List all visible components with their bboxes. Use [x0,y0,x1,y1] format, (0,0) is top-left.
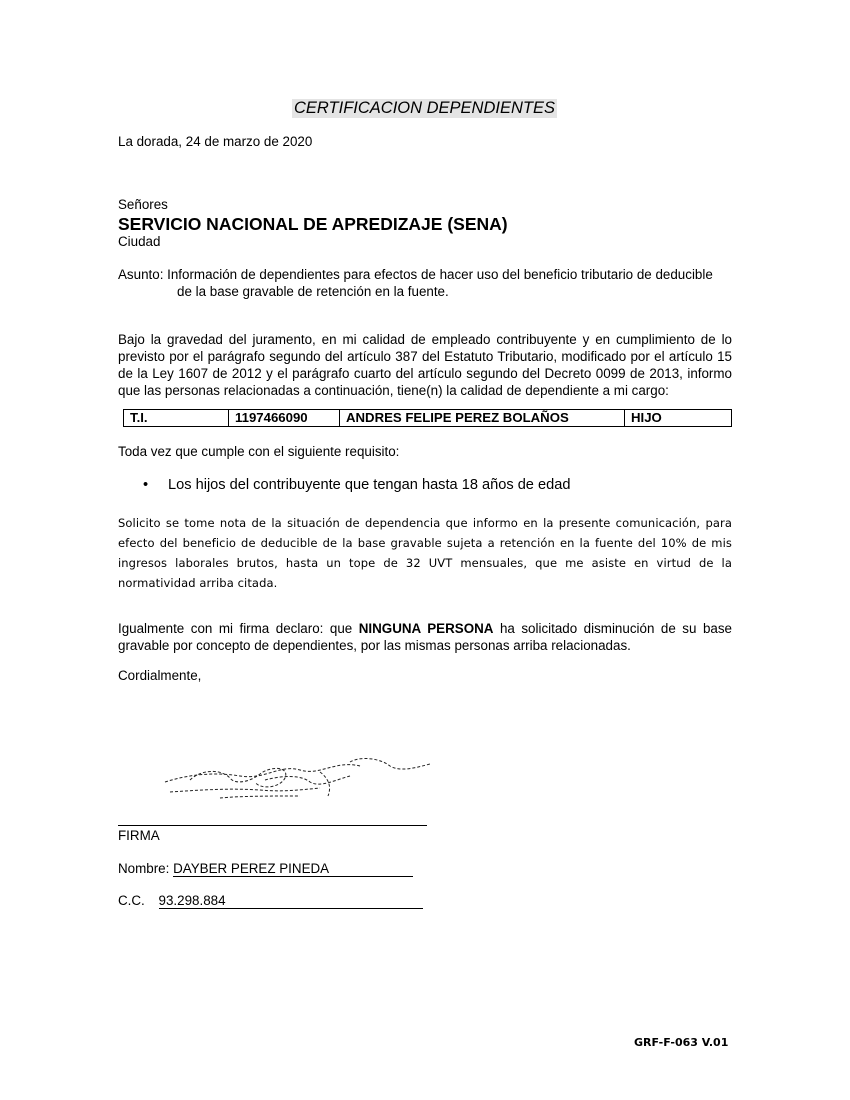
closing: Cordialmente, [118,668,202,683]
form-code: GRF-F-063 V.01 [634,1036,729,1049]
requirement-intro: Toda vez que cumple con el siguiente requisito: [118,444,400,459]
signature-line [118,825,427,826]
paragraph-request: Solicito se tome nota de la situación de dependencia que informo en la presente comunicación, para efecto del beneficio de deducible de la base gravable sujeta a retención en la fuente del 10% de mis ingresos laborales brutos, hasta un tope de 32 UVT mensuales, que me asiste en virtud de la normatividad arriba citada. [118,516,732,590]
subject [118,266,732,300]
signer-id-row [118,892,423,909]
subject-line-2: de la base gravable de retención en la fuente. [177,284,449,299]
cc-label: C.C. [118,893,145,908]
bullet-icon: • [143,477,149,493]
declaration-suffix: ha solicitado disminución de su base gravable por concepto de dependientes, por las mismas personas arriba relacionadas. [118,621,732,653]
document-title: CERTIFICACION DEPENDIENTES [294,99,555,117]
dependents-table [123,409,732,427]
dependent-relation: HIJO [625,410,732,427]
declaration-prefix: Igualmente con mi firma declaro: que [118,621,359,636]
dependent-doc-type: T.I. [124,410,229,427]
paragraph-oath: Bajo la gravedad del juramento, en mi calidad de empleado contribuyente y en cumplimiento de lo previsto por el parágrafo segundo del artículo 387 del Estatuto Tributario, modificado por el artículo 15 de la Ley 1607 de 2012 y el parágrafo cuarto del artículo segundo del Decreto 0099 de 2013, informo que las personas relacionadas a continuación, tiene(n) la calidad de dependiente a mi cargo: [118,332,732,398]
subject-line-1: Asunto: Información de dependientes para efectos de hacer uso del beneficio tributario de deducible [118,267,713,282]
signer-name-row [118,860,413,877]
signer-name: DAYBER PEREZ PINEDA [173,861,413,877]
requirement-list-item [143,476,570,494]
handwritten-signature [160,752,440,807]
recipient-city: Ciudad [118,234,161,249]
signature-label: FIRMA [118,828,160,843]
requirement-text: Los hijos del contribuyente que tengan hasta 18 años de edad [168,477,571,493]
declaration-emphasis: NINGUNA PERSONA [358,621,494,636]
date-line: La dorada, 24 de marzo de 2020 [118,134,313,149]
recipient-organization: SERVICIO NACIONAL DE APREDIZAJE (SENA) [118,214,508,234]
name-label: Nombre: [118,861,170,876]
dependent-doc-number: 1197466090 [229,410,340,427]
salutation: Señores [118,197,168,212]
table-row [124,410,732,427]
signer-id: 93.298.884 [159,893,423,909]
paragraph-declaration [118,620,732,654]
dependent-name: ANDRES FELIPE PEREZ BOLAÑOS [340,410,625,427]
